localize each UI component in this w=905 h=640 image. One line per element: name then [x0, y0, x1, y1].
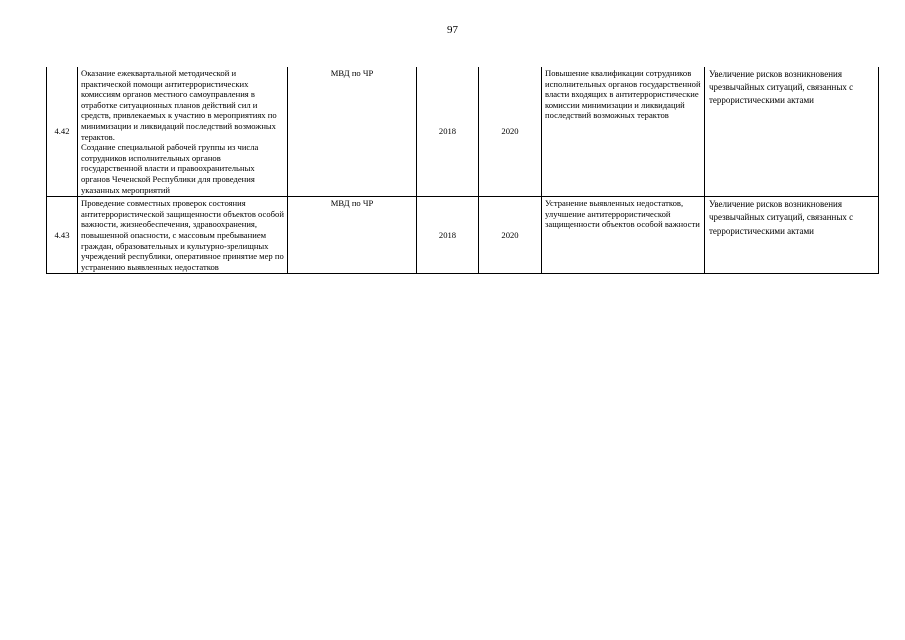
result-text: Повышение квалификации сотрудников исполнительных органов государственной власти входящих в антитеррористические комиссии минимизации и ликвидаций последствий возможных терактов: [545, 68, 701, 121]
result-text: Устранение выявленных недостатков, улучшение антитеррористической защищенности объектов особой важности: [545, 198, 700, 230]
row-number: 4.43: [47, 197, 78, 274]
event-text: Оказание ежеквартальной методической и практической помощи антитеррористических комиссиям органов местного самоуправления в отработке ситуационных планов действий сил и средств, привлекаемых к участию в мероприятиях по минимизации и ликвидаций последствий возможных терактов. Создание специальной рабочей группы из числа сотрудников исполнительных органов государственной власти и правоохранительных органов Чеченской Республики для проведения указанных мероприятий: [81, 68, 277, 195]
expected-result: [542, 197, 705, 274]
event-description: [78, 197, 288, 274]
table-row: [47, 67, 879, 197]
end-year: 2020: [479, 67, 542, 197]
page-number: 97: [447, 24, 458, 36]
event-description: [78, 67, 288, 197]
row-number: 4.42: [47, 67, 78, 197]
risk-consequence: Увеличение рисков возникновения чрезвычайных ситуаций, связанных с террористическими актами: [705, 197, 879, 274]
executor: МВД по ЧР: [288, 197, 417, 274]
program-table: [46, 67, 879, 274]
table-row: [47, 197, 879, 274]
expected-result: [542, 67, 705, 197]
end-year: 2020: [479, 197, 542, 274]
risk-consequence: Увеличение рисков возникновения чрезвычайных ситуаций, связанных с террористическими актами: [705, 67, 879, 197]
executor: МВД по ЧР: [288, 67, 417, 197]
start-year: 2018: [417, 67, 479, 197]
event-text: Проведение совместных проверок состояния антитеррористической защищенности объектов особой важности, жизнеобеспечения, здравоохранения, повышенной опасности, с массовым пребыванием граждан, образовательных и культурно-зрелищных учреждений республики, оперативное принятие мер по устранению выявленных недостатков: [81, 198, 284, 272]
start-year: 2018: [417, 197, 479, 274]
